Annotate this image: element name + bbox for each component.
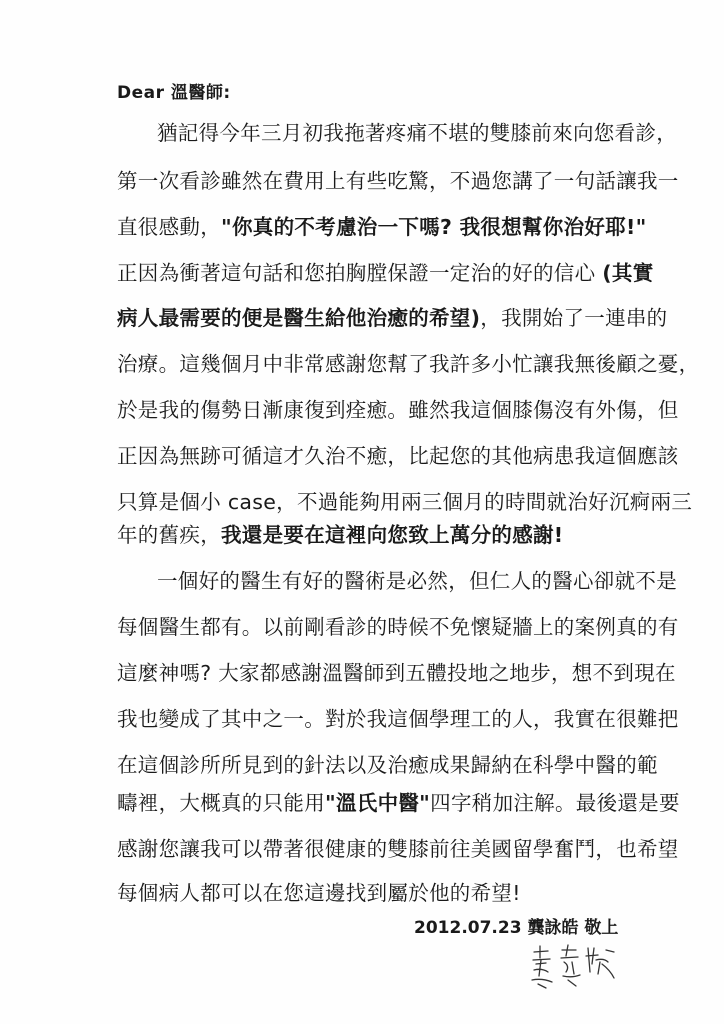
emphasized-text: (其實 — [602, 261, 654, 285]
letter-line — [117, 880, 521, 906]
letter-line — [117, 397, 679, 423]
letter-line — [117, 836, 679, 862]
letter-line — [117, 168, 679, 194]
line-text: 每個病人都可以在您這邊找到屬於他的希望! — [117, 881, 521, 905]
line-text: ，我開始了一連串的 — [480, 306, 668, 330]
line-text: 正因為衝著這句話和您拍胸膛保證一定治的好的信心 — [117, 261, 603, 285]
closing-date-and-name: 2012.07.23 龔詠皓 敬上 — [414, 918, 619, 938]
letter-line — [117, 489, 692, 515]
letter-line — [117, 752, 658, 778]
letter-line — [117, 790, 680, 816]
letter-line — [117, 443, 679, 469]
letter-line — [117, 214, 647, 240]
emphasized-text: "溫氏中醫" — [325, 791, 431, 815]
handwritten-signature — [528, 942, 623, 990]
line-text: 一個好的醫生有好的醫術是必然，但仁人的醫心卻就不是 — [157, 569, 677, 593]
letter-line — [157, 120, 677, 146]
line-text: 直很感動， — [117, 215, 221, 239]
letter-line — [117, 614, 679, 640]
line-text: 治療。這幾個月中非常感謝您幫了我許多小忙讓我無後顧之憂， — [117, 352, 700, 376]
line-text: 正因為無跡可循這才久治不癒，比起您的其他病患我這個應該 — [117, 444, 679, 468]
emphasized-text: "你真的不考慮治一下嗎? 我很想幫你治好耶!" — [221, 215, 647, 239]
line-text: 第一次看診雖然在費用上有些吃驚，不過您講了一句話讓我一 — [117, 169, 679, 193]
line-text: 於是我的傷勢日漸康復到痊癒。雖然我這個膝傷沒有外傷，但 — [117, 398, 679, 422]
letter-line — [117, 351, 699, 377]
line-text: 這麼神嗎? 大家都感謝溫醫師到五體投地之地步，想不到現在 — [117, 661, 676, 685]
salutation: Dear 溫醫師: — [117, 83, 231, 103]
line-text: 疇裡，大概真的只能用 — [117, 791, 325, 815]
letter-line — [117, 706, 679, 732]
letter-line — [117, 305, 667, 331]
line-text: 感謝您讓我可以帶著很健康的雙膝前往美國留學奮鬥，也希望 — [117, 837, 679, 861]
emphasized-text: 病人最需要的便是醫生給他治癒的希望) — [117, 306, 481, 330]
line-text: 只算是個小 case，不過能夠用兩三個月的時間就治好沉痾兩三 — [117, 490, 693, 514]
letter-line — [117, 522, 563, 548]
letter-line — [117, 660, 676, 686]
emphasized-text: 我還是要在這裡向您致上萬分的感謝! — [221, 523, 564, 547]
line-text: 每個醫生都有。以前剛看診的時候不免懷疑牆上的案例真的有 — [117, 615, 679, 639]
letter-line — [117, 260, 654, 286]
line-text: 猶記得今年三月初我拖著疼痛不堪的雙膝前來向您看診， — [157, 121, 677, 145]
line-text: 我也變成了其中之一。對於我這個學理工的人，我實在很難把 — [117, 707, 679, 731]
line-text: 四字稍加注解。最後還是要 — [430, 791, 680, 815]
letter-line — [157, 568, 677, 594]
line-text: 年的舊疾， — [117, 523, 221, 547]
line-text: 在這個診所所見到的針法以及治癒成果歸納在科學中醫的範 — [117, 753, 658, 777]
